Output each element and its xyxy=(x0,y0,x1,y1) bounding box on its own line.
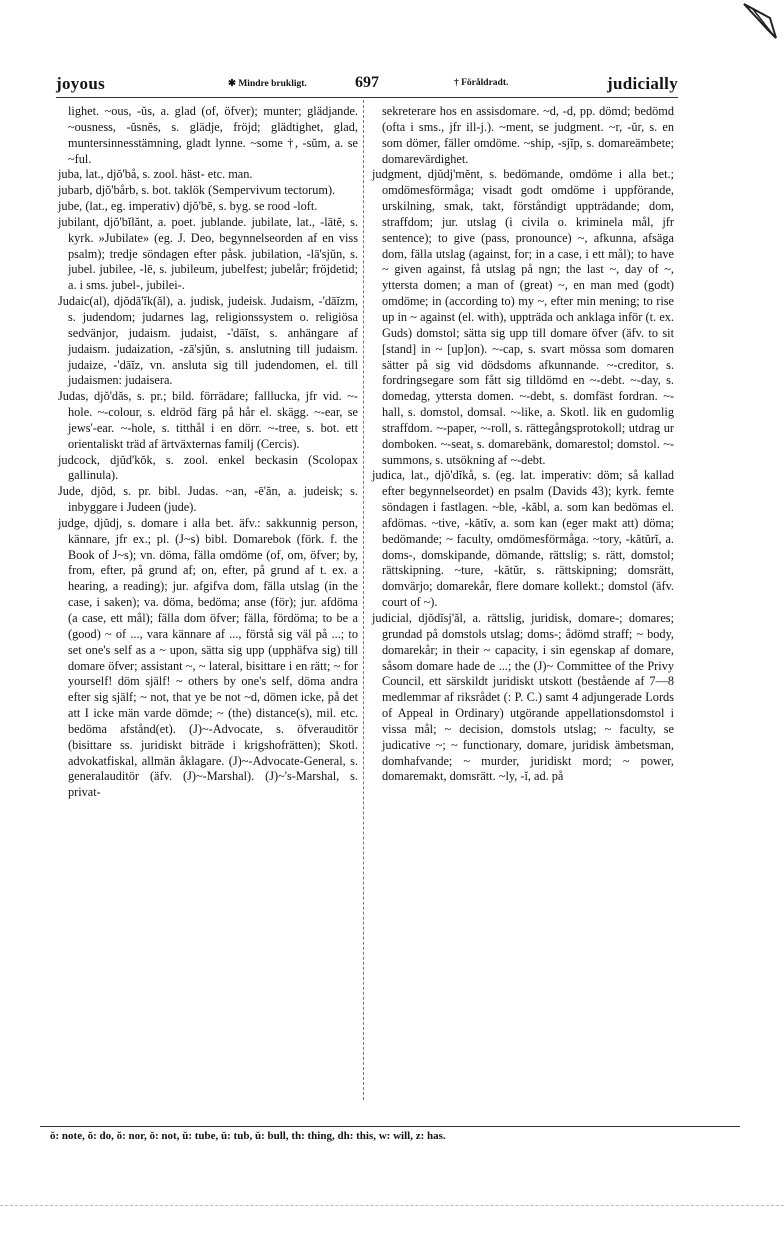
dictionary-entry: jube, (lat., eg. imperativ) djŏ'bē, s. byg. se rood -loft. xyxy=(58,199,318,214)
column-divider xyxy=(363,100,364,1100)
right-guide-word: judicially xyxy=(606,74,678,93)
right-column xyxy=(372,104,674,785)
left-column xyxy=(58,104,358,801)
dictionary-entry: sekreterare hos en assisdomare. ~d, -d, pp. dömd; bedömd (ofta i sms., jfr ill-j.). ~ment, se judgment. ~r, -ŭr, s. en som dömer, fäller omdöme. ~ship, -sjĭp, s. domareämbete; domarevärdighet. xyxy=(382,104,674,166)
left-guide-word: joyous xyxy=(56,74,106,93)
dictionary-entry: Judas, djŏ'dăs, s. pr.; bild. förrädare; falllucka, jfr vid. ~-hole. ~-colour, s. eldröd färg på hår el. skägg. ~-ear, se jews'-ear. ~-hole, s. titthål i en dörr. ~-tree, s. bot. ett orientaliskt träd af ärtväxternas familj (Cercis). xyxy=(58,389,358,451)
footer-rule xyxy=(40,1126,740,1127)
page-header xyxy=(56,74,678,98)
dictionary-entry: judgment, djŭdj'mĕnt, s. bedömande, omdöme i alla bet.; omdömesförmåga; visadt godt omdöme i uppförande, urskilning, smak, takt, förståndigt uppträdande; dom, straffdom; jur. utslag (i civila o. kriminela mål, jfr sentence); to give (pass, pronounce) ~, afkunna, afsäga dom, fälla utslag (against, for; in a case, i ett mål); to have ~ given against, få utslag på ngn; the last ~, day of ~, yttersta domen; a man of (great) ~, en man med (godt) omdöme; in (according to) my ~, efter min mening; to rise up in ~ against (el. with), uppträda och anklaga inför (t. ex. Guds) domstol; sätta sig upp till domare öfver (äfv. to sit [stand] in ~ [up]on). ~-cap, s. svart mössa som domaren sätter på sig vid dödsdoms afkunnande. ~-creditor, s. fordringsegare som fått sig tilldömd en ~-debt. ~-day, s. domedag, yttersta domen. ~-debt, s. domfäst fordran. ~-hall, s. domstol, domsal. ~-like, a. Skotl. lik en gudomlig straffdom. ~-paper, ~-roll, s. rättegångsprotokoll; utdrag ur domboken. ~-seat, s. domarebänk, domarestol; domstol. ~-summons, s. utsökning af ~-debt. xyxy=(372,167,674,467)
pronunciation-key: ŏ: note, ŏ: do, ŏ: nor, ŏ: not, ŭ: tube, ŭ: tub, ŭ: bull, th: thing, dh: this, w: will, z: has. xyxy=(50,1130,446,1142)
dictionary-entry: jubilant, djŏ'bĭlănt, a. poet. jublande. jubilate, lat., -lātĕ, s. kyrk. »Jubilate» (eg. J. Deo, begynnelseorden af en viss psalm); tredje söndagen efter påsk. jubilation, -lā'sjŭn, s. jubel. jubilee, -lē, s. jubileum, jubelfest; jubelår; fröjdetid; a. i sms. jubel-, jubilei-. xyxy=(58,214,358,293)
page-edge-line xyxy=(0,1205,784,1206)
dictionary-entry: juba, lat., djŏ'bå, s. zool. häst- etc. man. xyxy=(58,167,253,182)
folded-corner-mark xyxy=(740,0,780,42)
dictionary-entry: Judaic(al), djŏdā'ĭk(ăl), a. judisk, judeisk. Judaism, -'dāĭzm, s. judendom; judarnes lag, religionssystem o. religiösa sedvänjor, judaism. judaist, -'dāĭst, s. anhängare af judaism. judaization, -zā'sjŭn, s. anslutning till judaism. judaize, -'dāĭz, vn. ansluta sig till judendomen, el. till judaismen: judaisera. xyxy=(58,294,358,388)
header-rule xyxy=(56,97,678,98)
dictionary-entry: judicial, djŏdĭsj'ăl, a. rättslig, juridisk, domare-; domares; grundad på domstols utslag; doms-; ådömd straff; ~ body, domarekår; in their ~ capacity, i sin egenskap af domare, såsom domare hade de ...; the (J)~ Committee of the Privy Council, ett särskildt juridiskt utskott (bestående af 7—8 medlemmar af riksrådet (: P. C.) samt 4 adjungerade Lords of Appeal in Ordinary) utgörande appellationsdomstol i vissa mål; ~ decision, domstols utslag; ~ faculty, se judicative ~; ~ functionary, domare, juridisk ämbetsman, domhafvande; ~ murder, juridiskt mord; ~ power, domaremakt, domsrätt. ~ly, -ĭ, ad. på xyxy=(372,611,674,784)
obsolete-legend: † Föråldradt. xyxy=(454,78,509,88)
dictionary-entry: judcock, djŭd'kŏk, s. zool. enkel beckasin (Scolopax gallinula). xyxy=(58,452,358,483)
dictionary-entry: judica, lat., djŏ'dĭkå, s. (eg. lat. imperativ: döm; så kallad efter begynnelseordet) en psalm (Davids 43); kyrk. femte söndagen i fastlagen. ~ble, -kăbl, a. som kan bedömas el. afdömas. ~tive, -kătĭv, a. som kan (eger makt att) döma; bedömande; ~ faculty, omdömesförmåga. ~tory, -kătŭrĭ, a. doms-, domskipande, dömande, rättslig; s. rätt, domstol; rättskipning. ~ture, -kătŭr, s. rättskipning; domsrätt, domvärjo; domarekår, flere domare kollekt.; domstol (äfv. court of ~). xyxy=(372,468,674,610)
dictionary-entry: jubarb, djŏ'bårb, s. bot. taklök (Sempervivum tectorum). xyxy=(58,183,336,198)
page-number: 697 xyxy=(355,74,379,91)
dictionary-entry: Jude, djŏd, s. pr. bibl. Judas. ~an, -ē'ăn, a. judeisk; s. inbyggare i Judeen (jude). xyxy=(58,484,358,515)
rare-usage-legend: ✱ Mindre brukligt. xyxy=(228,79,307,89)
dictionary-entry: lighet. ~ous, -ŭs, a. glad (of, öfver); munter; glädjande. ~ousness, -ŭsnĕs, s. glädje, fröjd; glädtighet, glad, muntersinnesstämning, gladt lynne. ~some †, -sŭm, a. se ~ful. xyxy=(68,104,358,166)
dictionary-entry: judge, djŭdj, s. domare i alla bet. äfv.: sakkunnig person, kännare, jfr ex.; pl. (J~s) bibl. Domarebok (förk. f. the Book of J~s); vn. döma, fälla omdöme (of, om, öfver; by, from, efter, på grund af; on, efter, på grund af t. ex. a hearing, a reading); jur. afgifva dom, fälla utslag (in the case, i saken); va. döma, bedöma; anse (för); jur. afdöma (a case, ett mål); fälla dom öfver; fälla, fördöma; to be a (good) ~ of ..., vara kännare af ..., förstå sig väl på ...; to set one's self as a ~ upon, sätta sig upp (upphäfva sig) till domare öfver; assistant ~, ~ lateral, bisittare i en rätt; ~ for yourself! döm själf! ~ others by one's self, döma andra efter sig själf; ~ not, that ye be not ~d, dömen icke, på det att I icke män varde dömde; ~ (the) distance(s), mil. etc. bedöma afstånd(et). (J)~-Advocate, s. öfverauditör (bisittare ss. juridiskt biträde i krigshofrätten); Skotl. advokatfiskal, allmän åklagare. (J)~-Advocate-General, s. generalauditör (äfv. (J)~-Marshal). (J)~'s-Marshal, s. privat- xyxy=(58,515,358,800)
